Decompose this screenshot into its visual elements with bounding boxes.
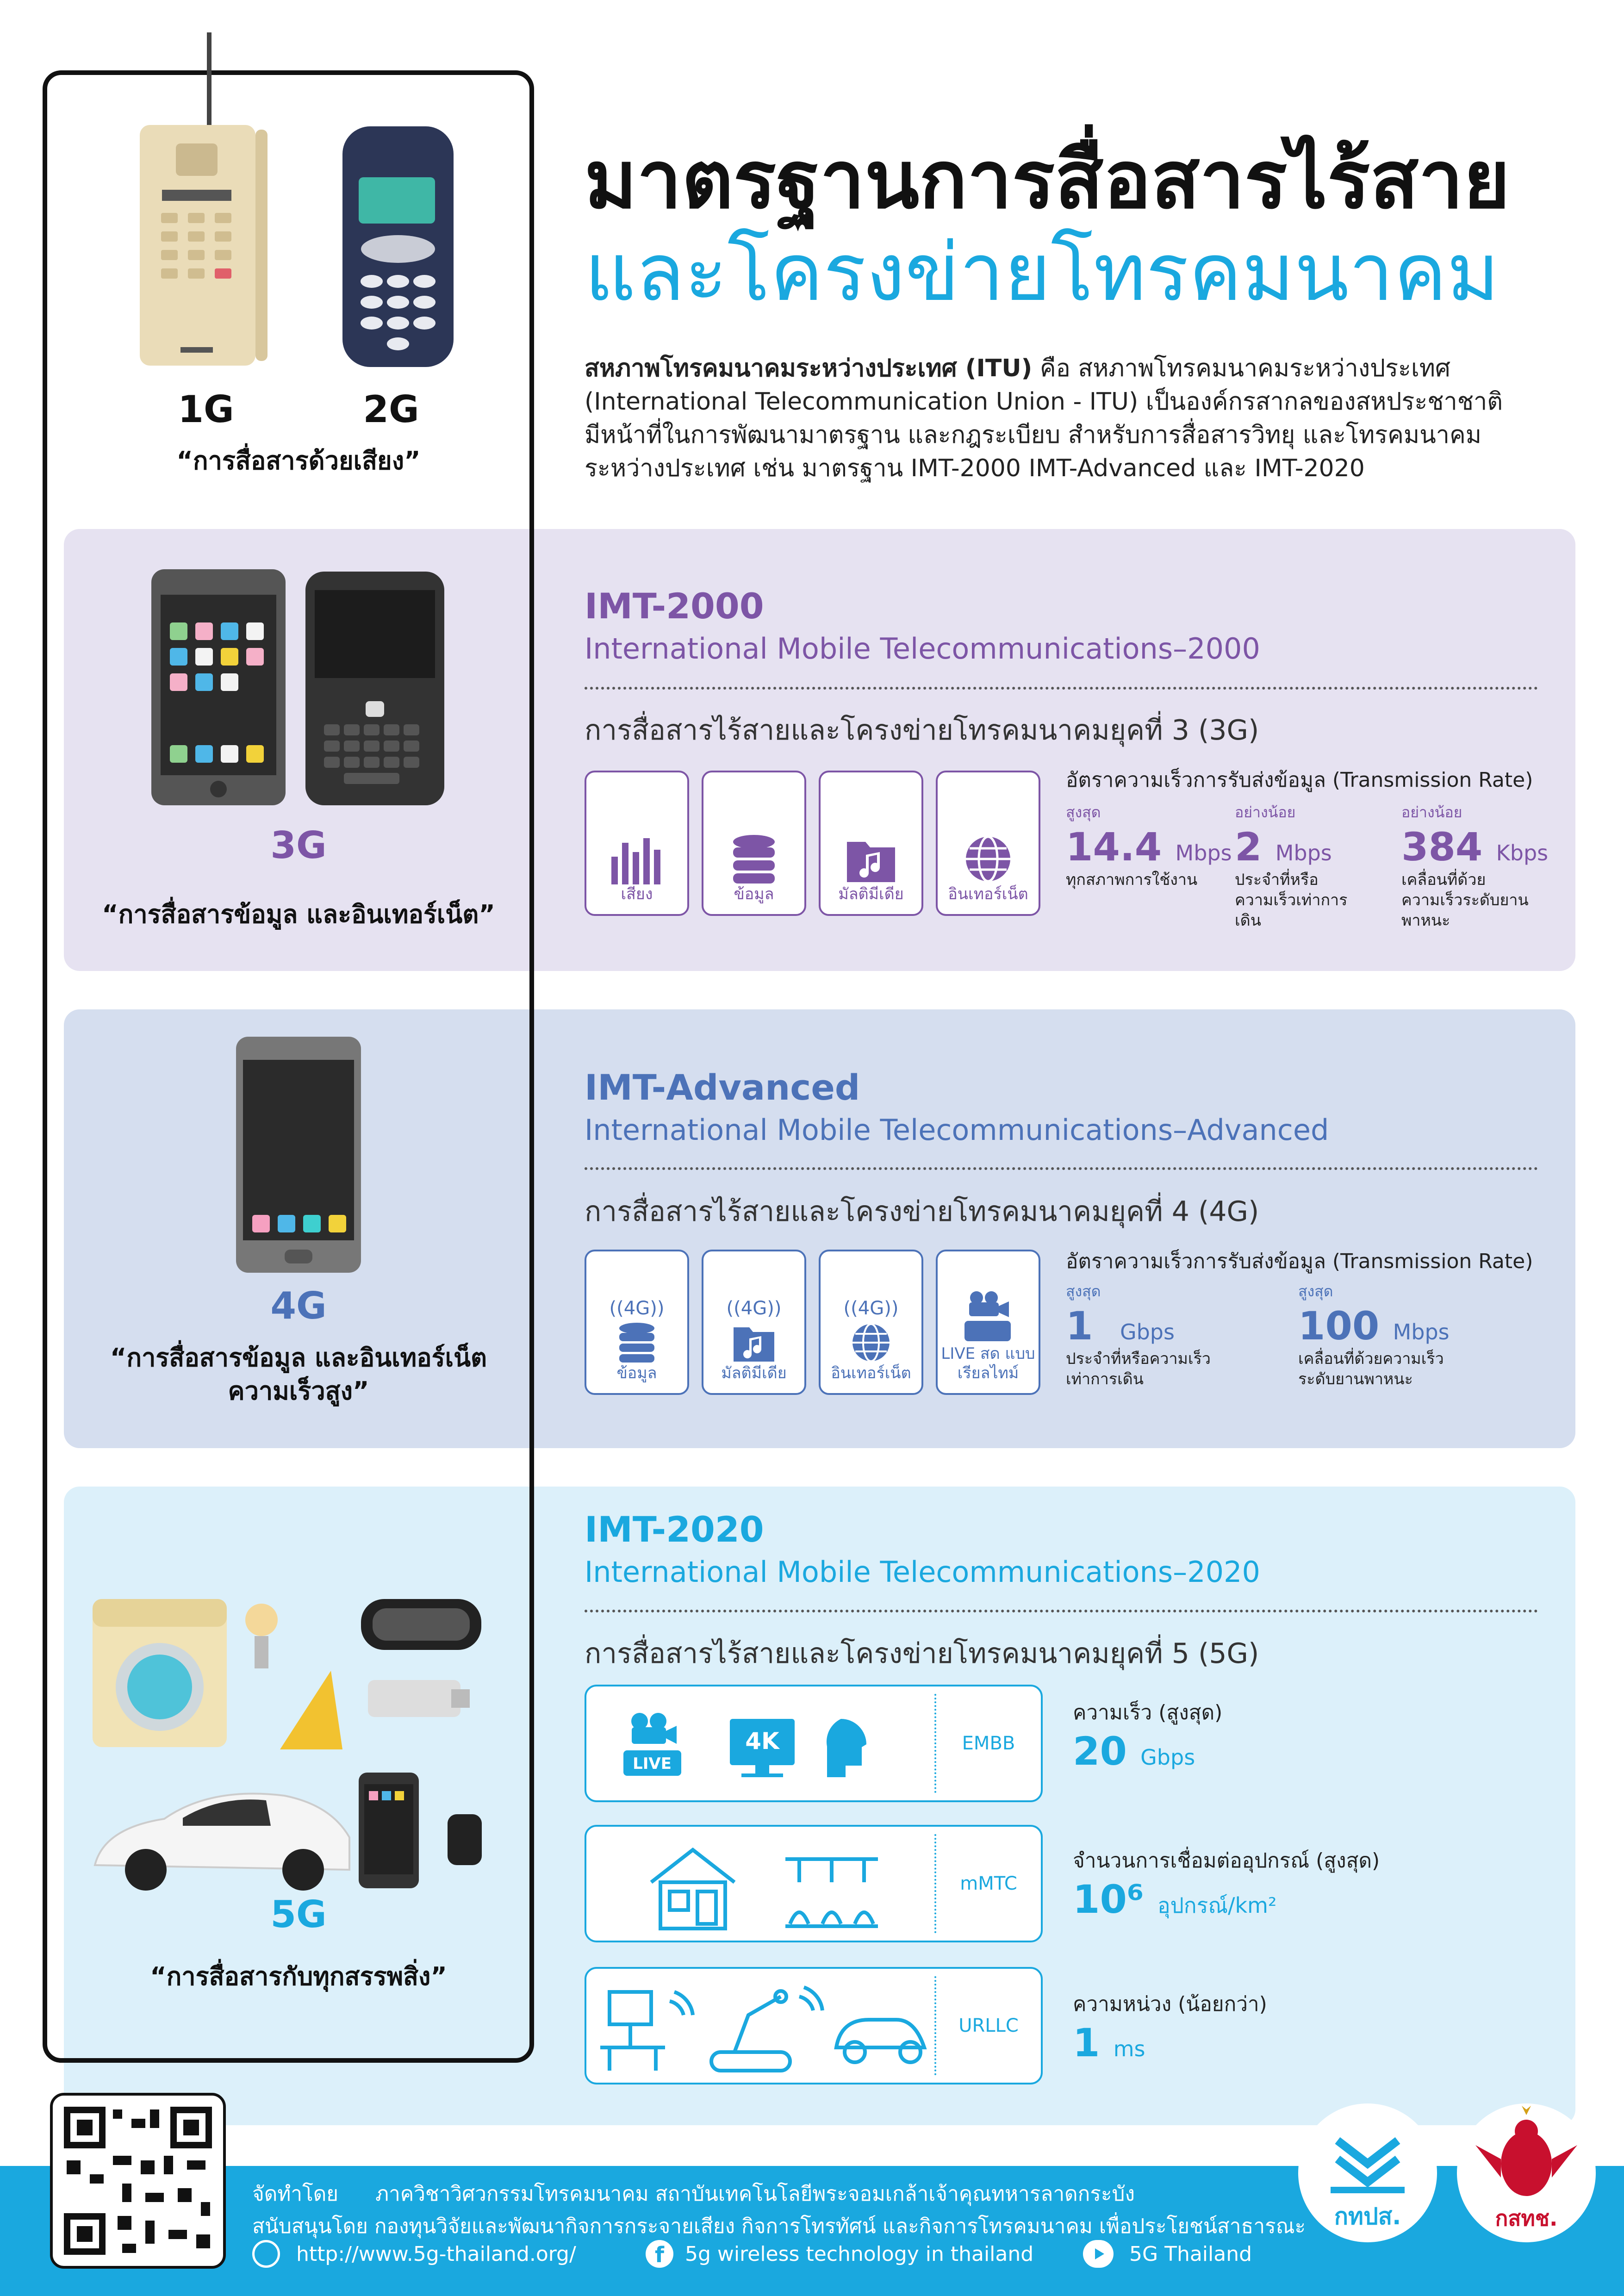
card-3g-multimedia bbox=[819, 771, 923, 916]
card-3g-internet bbox=[936, 771, 1040, 916]
fourk-icon-text: 4K bbox=[745, 1728, 779, 1755]
card-4g-multimedia-badge: 4G bbox=[740, 1298, 767, 1319]
nbtc-logo-text: กสทช. bbox=[1495, 2206, 1558, 2231]
qwerty-phone-3g-icon bbox=[303, 569, 447, 808]
page-subtitle: และโครงข่ายโทรคมนาคม bbox=[585, 226, 1500, 319]
embb-icons bbox=[623, 1710, 883, 1784]
metric-speed-unit: Gbps bbox=[1140, 1745, 1195, 1770]
rate-3g-3-unit: Kbps bbox=[1496, 840, 1549, 865]
rate-3g-3-note: เคลื่อนที่ด้วยความเร็วระดับยานพาหนะ bbox=[1401, 871, 1529, 930]
rate-3g-item-3 bbox=[1401, 801, 1549, 931]
metric-latency-unit: ms bbox=[1113, 2036, 1145, 2061]
metric-speed bbox=[1073, 1696, 1222, 1774]
gen-4g-desc-line1: “การสื่อสารข้อมูล และอินเทอร์เน็ต bbox=[110, 1343, 487, 1372]
youtube-icon bbox=[1083, 2240, 1114, 2268]
rate-3g-2-num: 2 bbox=[1235, 824, 1262, 870]
gen-2g-label: 2G bbox=[363, 388, 419, 431]
rate-3g-3-num: 384 bbox=[1401, 824, 1483, 870]
card-3g-internet-label: อินเทอร์เน็ต bbox=[948, 885, 1028, 903]
qr-code[interactable] bbox=[50, 2093, 226, 2269]
gen-3g-description: “การสื่อสารข้อมูล และอินเทอร์เน็ต” bbox=[102, 900, 495, 929]
card-3g-multimedia-label: มัลติมีเดีย bbox=[838, 885, 904, 903]
card-4g-internet-label: อินเทอร์เน็ต bbox=[831, 1364, 911, 1382]
gen-4g-label: 4G bbox=[270, 1284, 327, 1327]
live-camera-icon bbox=[963, 1288, 1014, 1344]
imt-2000-name: International Mobile Telecommunications–2000 bbox=[585, 632, 1260, 666]
rate-4g-2-small: สูงสุด bbox=[1298, 1282, 1333, 1300]
metric-latency-num: 1 bbox=[1073, 2020, 1100, 2066]
music-folder-icon bbox=[731, 1322, 777, 1363]
rate-3g-2-note: ประจำที่หรือความเร็วเท่าการเดิน bbox=[1235, 871, 1348, 930]
metric-speed-num: 20 bbox=[1073, 1729, 1127, 1774]
smartphone-3g-icon bbox=[149, 567, 288, 808]
footer-facebook-link[interactable]: 5g wireless technology in thailand bbox=[685, 2242, 1034, 2266]
card-3g-voice bbox=[585, 771, 689, 916]
music-folder-icon bbox=[843, 834, 899, 884]
rate-3g-1-note: ทุกสภาพการใช้งาน bbox=[1066, 871, 1198, 889]
rate-4g-1-unit: Gbps bbox=[1120, 1319, 1175, 1344]
rate-4g-2-note: เคลื่อนที่ด้วยความเร็วระดับยานพาหนะ bbox=[1298, 1350, 1444, 1388]
imt-advanced-code: IMT-Advanced bbox=[585, 1067, 860, 1108]
divider-4g bbox=[585, 1167, 1538, 1170]
globe-network-icon bbox=[960, 834, 1016, 884]
cctv-camera-icon bbox=[368, 1680, 460, 1717]
database-icon bbox=[614, 1322, 660, 1363]
card-3g-data bbox=[702, 771, 806, 916]
lightbulb-icon bbox=[245, 1604, 278, 1636]
rate-4g-heading: อัตราความเร็วการรับส่งข้อมูล (Transmission Rate) bbox=[1066, 1250, 1533, 1273]
embb-tag: EMBB bbox=[962, 1733, 1015, 1754]
card-4g-internet-badge: 4G bbox=[858, 1298, 884, 1319]
box-mmtc bbox=[585, 1825, 1043, 1942]
footer-youtube-link[interactable]: 5G Thailand bbox=[1129, 2242, 1252, 2266]
card-3g-data-label: ข้อมูล bbox=[734, 885, 774, 903]
brick-phone-1g-icon bbox=[134, 32, 273, 370]
divider-5g bbox=[585, 1610, 1538, 1612]
footer-made-by bbox=[252, 2178, 1135, 2210]
gen-4g-desc-line2: ความเร็วสูง” bbox=[228, 1376, 369, 1406]
footer-made-by-text: ภาควิชาวิศวกรรมโทรคมนาคม สถาบันเทคโนโลยีพระจอมเกล้าเจ้าคุณทหารลาดกระบัง bbox=[375, 2182, 1135, 2206]
rate-3g-item-2 bbox=[1235, 801, 1374, 931]
urllc-tag: URLLC bbox=[958, 2015, 1019, 2036]
gen-1g-label: 1G bbox=[178, 388, 234, 431]
nbtc-logo bbox=[1457, 2103, 1596, 2242]
card-4g-data-label: ข้อมูล bbox=[616, 1364, 657, 1382]
voice-equalizer-icon bbox=[609, 834, 665, 884]
page-title: มาตรฐานการสื่อสารไร้สาย bbox=[585, 133, 1510, 226]
btfp-logo-text: กทปส. bbox=[1334, 2203, 1401, 2230]
rate-4g-1-small: สูงสุด bbox=[1066, 1282, 1101, 1300]
gen-3g-title: การสื่อสารไร้สายและโครงข่ายโทรคมนาคมยุคที่ 3 (3G) bbox=[585, 714, 1259, 747]
rate-3g-heading: อัตราความเร็วการรับส่งข้อมูล (Transmission Rate) bbox=[1066, 768, 1533, 792]
card-3g-voice-label: เสียง bbox=[621, 885, 653, 903]
globe-network-icon bbox=[848, 1322, 894, 1363]
gen-4g-title: การสื่อสารไร้สายและโครงข่ายโทรคมนาคมยุคที่ 4 (4G) bbox=[585, 1195, 1259, 1228]
card-4g-live-label: LIVE สด แบบเรียลไทม์ bbox=[941, 1344, 1035, 1382]
intro-paragraph bbox=[585, 352, 1538, 485]
globe-icon bbox=[252, 2240, 280, 2268]
urllc-icons bbox=[596, 1983, 929, 2075]
metric-connections-num: 10⁶ bbox=[1073, 1877, 1144, 1922]
gen-5g-label: 5G bbox=[270, 1893, 327, 1936]
rate-3g-2-small: อย่างน้อย bbox=[1235, 803, 1296, 821]
card-4g-data-badge: 4G bbox=[623, 1298, 650, 1319]
imt-advanced-name: International Mobile Telecommunications–Advanced bbox=[585, 1113, 1329, 1147]
rate-4g-1-num: 1 bbox=[1066, 1303, 1093, 1349]
footer-supported: สนับสนุนโดย กองทุนวิจัยและพัฒนากิจการกระจายเสียง กิจการโทรทัศน์ และกิจการโทรคมนาคม เพื่อประโยชน์สาธารณะ bbox=[252, 2215, 1306, 2238]
intro-text: คือ สหภาพโทรคมนาคมระหว่างประเทศ (International Telecommunication Union - ITU) เป็นองค์กรสากลของสหประชาชาติ มีหน้าที่ในการพัฒนามาตรฐาน และกฎระเบียบ สำหรับการสื่อสารวิทยุ และโทรคมนาคมระหว่างประเทศ เช่น มาตรฐาน IMT-2000 IMT-Advanced และ IMT-2020 bbox=[585, 355, 1503, 482]
feature-phone-2g-icon bbox=[340, 124, 456, 369]
card-4g-internet: ((4G)) อินเทอร์เน็ต bbox=[819, 1250, 923, 1395]
metric-latency-label: ความหน่วง (น้อยกว่า) bbox=[1073, 1992, 1267, 2016]
rate-4g-2-num: 100 bbox=[1298, 1303, 1380, 1349]
qr-code-icon bbox=[53, 2096, 223, 2266]
smartphone-4g-icon bbox=[234, 1034, 363, 1275]
gen-4g-description bbox=[69, 1341, 528, 1408]
metric-connections-unit: อุปกรณ์/km² bbox=[1157, 1893, 1277, 1918]
rate-4g-1-note: ประจำที่หรือความเร็วเท่าการเดิน bbox=[1066, 1350, 1211, 1388]
gen-5g-title: การสื่อสารไร้สายและโครงข่ายโทรคมนาคมยุคที่ 5 (5G) bbox=[585, 1637, 1259, 1670]
gen-5g-description: “การสื่อสารกับทุกสรรพสิ่ง” bbox=[150, 1962, 447, 1991]
rate-3g-1-unit: Mbps bbox=[1175, 840, 1232, 865]
footer-website-link[interactable]: http://www.5g-thailand.org/ bbox=[296, 2242, 576, 2266]
intro-bold: สหภาพโทรคมนาคมระหว่างประเทศ (ITU) bbox=[585, 355, 1033, 382]
metric-connections-label: จำนวนการเชื่อมต่ออุปกรณ์ (สูงสุด) bbox=[1073, 1849, 1380, 1873]
box-embb bbox=[585, 1685, 1043, 1802]
gen-12-description: “การสื่อสารด้วยเสียง” bbox=[176, 446, 421, 475]
imt-2020-code: IMT-2020 bbox=[585, 1509, 764, 1550]
rate-3g-1-small: สูงสุด bbox=[1066, 803, 1101, 821]
card-4g-data: ((4G)) ข้อมูล bbox=[585, 1250, 689, 1395]
btfp-logo bbox=[1298, 2103, 1437, 2242]
box-urllc bbox=[585, 1967, 1043, 2084]
live-icon-text: LIVE bbox=[633, 1755, 672, 1773]
mmtc-tag: mMTC bbox=[960, 1873, 1017, 1894]
card-4g-multimedia: ((4G)) มัลติมีเดีย bbox=[702, 1250, 806, 1395]
facebook-icon: f bbox=[646, 2240, 673, 2268]
metric-connections bbox=[1073, 1844, 1380, 1923]
gen-3g-label: 3G bbox=[270, 824, 327, 867]
metric-speed-label: ความเร็ว (สูงสุด) bbox=[1073, 1701, 1223, 1724]
metric-latency bbox=[1073, 1988, 1267, 2066]
smartwatch-icon bbox=[448, 1814, 482, 1865]
imt-2020-name: International Mobile Telecommunications–2020 bbox=[585, 1555, 1260, 1589]
rate-4g-item-2 bbox=[1298, 1280, 1493, 1389]
iot-devices-illustration bbox=[90, 1597, 507, 1902]
footer-made-by-label: จัดทำโดย bbox=[252, 2182, 339, 2206]
database-icon bbox=[726, 834, 782, 884]
divider-3g bbox=[585, 687, 1538, 690]
rate-4g-2-unit: Mbps bbox=[1393, 1319, 1450, 1344]
rate-3g-item-1 bbox=[1066, 801, 1232, 890]
iron-icon bbox=[280, 1671, 342, 1749]
rate-4g-item-1 bbox=[1066, 1280, 1260, 1389]
card-4g-multimedia-label: มัลติมีเดีย bbox=[721, 1364, 787, 1382]
rate-3g-3-small: อย่างน้อย bbox=[1401, 803, 1462, 821]
mmtc-icons bbox=[647, 1841, 906, 1933]
card-4g-live bbox=[936, 1250, 1040, 1395]
rate-3g-2-unit: Mbps bbox=[1275, 840, 1332, 865]
rate-3g-1-num: 14.4 bbox=[1066, 824, 1162, 870]
imt-2000-code: IMT-2000 bbox=[585, 585, 764, 627]
